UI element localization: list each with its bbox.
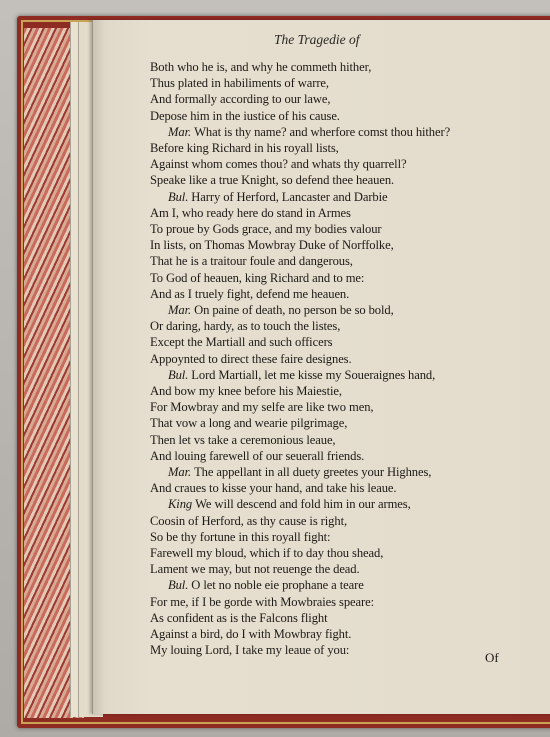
text-line [150, 643, 349, 658]
text-line [150, 173, 394, 188]
text-line [168, 497, 411, 512]
text-line [150, 60, 371, 75]
text-line [150, 530, 330, 545]
text-line [150, 109, 340, 124]
speaker-prefix: Bul. [168, 578, 192, 593]
speaker-prefix: Mar. [168, 124, 195, 139]
line-text: And craues to kisse your hand, and take his leaue. [150, 481, 397, 496]
text-line [150, 271, 364, 286]
text-line [150, 562, 360, 577]
text-line [150, 352, 352, 367]
speaker-prefix: King [168, 497, 196, 512]
line-text: And louing farewell of our seuerall friends. [150, 448, 365, 463]
line-text: Against a bird, do I with Mowbray fight. [150, 627, 352, 641]
line-text: The appellant in all duety greetes your Highnes, [194, 465, 432, 479]
line-text: For Mowbray and my selfe are like two men, [150, 400, 374, 415]
line-text: What is thy name? and wherfore comst thou hither? [194, 124, 451, 139]
text-line [168, 465, 431, 480]
text-line [150, 400, 373, 415]
line-text: My louing Lord, I take my leaue of you: [150, 643, 350, 658]
text-line [168, 368, 435, 383]
speaker-prefix: Bul. [168, 367, 192, 382]
line-text: As confident as is the Falcons flight [150, 610, 328, 625]
line-text: Speake like a true Knight, so defend thee heauen. [150, 173, 395, 188]
text-line [150, 254, 353, 269]
text-line [150, 287, 349, 302]
line-text: Am I, who ready here do stand in Armes [150, 205, 351, 220]
line-text: In lists, on Thomas Mowbray Duke of Norffolke, [150, 238, 394, 253]
text-line [150, 92, 330, 107]
line-text: Thus plated in habiliments of warre, [150, 76, 329, 91]
text-line [150, 611, 327, 626]
text-line [150, 514, 347, 529]
line-text: O let no noble eie prophane a teare [191, 578, 364, 593]
speaker-prefix: Bul. [168, 189, 192, 204]
line-text: For me, if I be gorde with Mowbraies speare: [150, 594, 374, 609]
line-text: That vow a long and wearie pilgrimage, [150, 416, 348, 431]
line-text: Against whom comes thou? and whats thy quarrell? [150, 157, 407, 172]
text-line [150, 76, 329, 91]
line-text: So be thy fortune in this royall fight: [150, 529, 331, 544]
line-text: Or daring, hardy, as to touch the listes, [150, 319, 341, 334]
running-head: The Tragedie of [274, 32, 360, 47]
text-line [150, 627, 351, 642]
line-text: And bow my knee before his Maiestie, [150, 384, 342, 398]
speaker-prefix: Mar. [168, 303, 195, 317]
catchword: Of [485, 650, 499, 665]
line-text: Lord Martiall, let me kisse my Soueraignes hand, [191, 367, 436, 382]
text-line [168, 190, 388, 205]
speaker-prefix: Mar. [168, 465, 195, 479]
line-text: On paine of death, no person be so bold, [194, 303, 394, 317]
text-line [150, 238, 394, 253]
line-text: Appoynted to direct these faire designes. [150, 351, 352, 366]
line-text: Both who he is, and why he commeth hither, [150, 60, 372, 74]
line-text: That he is a traitour foule and dangerous, [150, 254, 353, 269]
line-text: Lament we may, but not reuenge the dead. [150, 562, 360, 577]
line-text: We will descend and fold him in our armes, [195, 497, 411, 512]
text-line [168, 125, 450, 140]
text-line [150, 433, 335, 448]
text-line [150, 595, 374, 610]
text-line [150, 222, 382, 237]
text-line [150, 384, 342, 399]
line-text: Harry of Herford, Lancaster and Darbie [191, 189, 388, 204]
line-text: Before king Richard in his royall lists, [150, 141, 339, 155]
text-line [150, 416, 347, 431]
line-text: To God of heauen, king Richard and to me: [150, 270, 365, 285]
text-line [150, 319, 340, 334]
line-text: And formally according to our lawe, [150, 92, 331, 107]
text-line [168, 578, 364, 593]
text-line [150, 546, 383, 561]
text-line [150, 481, 396, 496]
line-text: And as I truely fight, defend me heauen. [150, 286, 350, 301]
text-line [150, 335, 332, 350]
line-text: Depose him in the iustice of his cause. [150, 108, 340, 123]
line-text: Farewell my bloud, which if to day thou shead, [150, 546, 384, 560]
text-line [150, 206, 351, 221]
line-text: To proue by Gods grace, and my bodies valour [150, 222, 382, 236]
line-text: Except the Martiall and such officers [150, 335, 333, 350]
text-line [150, 449, 364, 464]
text-line [168, 303, 394, 318]
line-text: Coosin of Herford, as thy cause is right, [150, 513, 348, 528]
line-text: Then let vs take a ceremonious leaue, [150, 432, 336, 447]
text-line [150, 157, 406, 172]
text-line [150, 141, 339, 156]
